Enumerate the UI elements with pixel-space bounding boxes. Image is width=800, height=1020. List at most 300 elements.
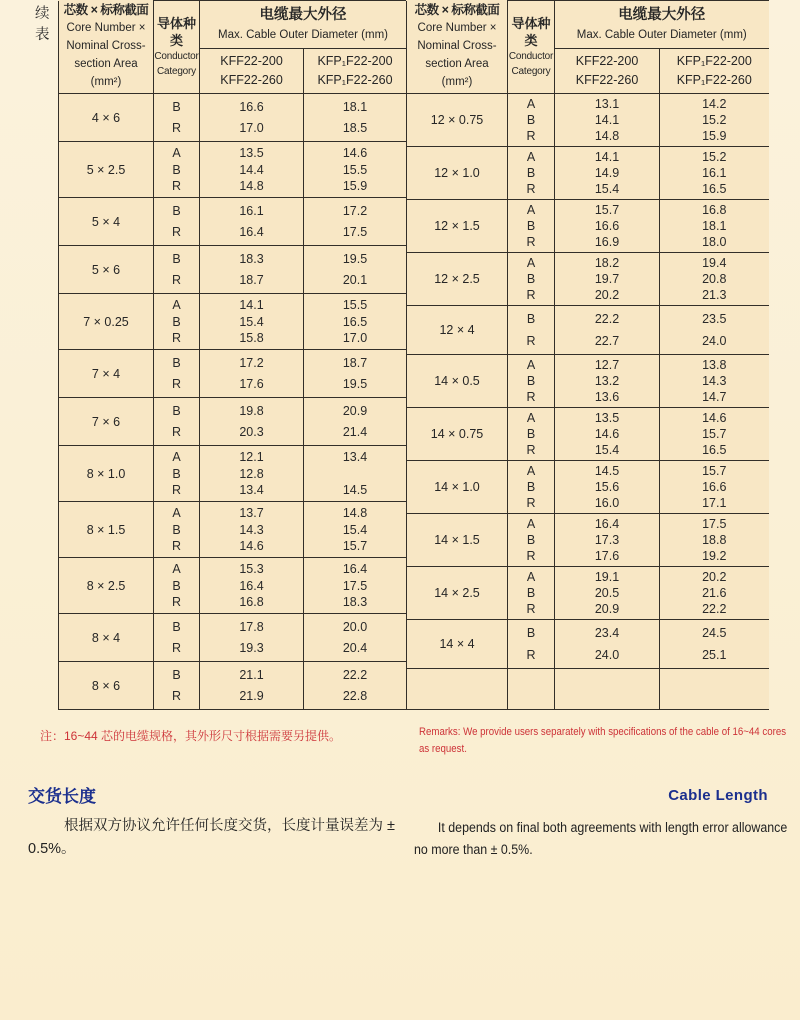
value-line: 18.1 [702, 219, 727, 233]
kfp-diameter-cell [304, 350, 407, 398]
value-line: 15.7 [594, 203, 620, 218]
value-line: R [526, 442, 536, 457]
value-stack [200, 617, 303, 659]
kff-diameter-cell [555, 461, 660, 514]
value-line: 22.2 [594, 312, 620, 327]
value-line: A [172, 297, 181, 312]
value-line: 16.4 [239, 578, 264, 593]
header-row [59, 1, 407, 49]
header-conductor-category [508, 1, 555, 94]
value-line: R [171, 641, 182, 655]
value-line: 14.7 [702, 389, 727, 404]
value-line: A [526, 570, 536, 585]
value-stack [304, 449, 406, 499]
kff-diameter-cell [555, 620, 660, 669]
spec-cell: 5 × 4 [59, 198, 154, 246]
value-line: R [526, 647, 536, 662]
header-line: (mm²) [90, 75, 122, 88]
spec-cell: 8 × 1.0 [59, 446, 154, 502]
value-line: 19.1 [594, 570, 620, 585]
table-row [59, 198, 407, 246]
value-line: 14.2 [702, 97, 727, 112]
value-line: R [526, 287, 536, 302]
value-line: 15.4 [594, 442, 620, 457]
table-row [59, 502, 407, 558]
table-row [407, 514, 769, 567]
value-line: 22.8 [342, 689, 368, 703]
value-line: B [526, 374, 536, 388]
value-stack [154, 249, 199, 291]
value-stack [508, 256, 554, 303]
value-line: 17.8 [239, 620, 264, 634]
value-line: A [526, 203, 536, 218]
kfp-diameter-cell [660, 200, 769, 253]
value-line: 12.1 [239, 449, 264, 464]
value-line: 21.6 [702, 586, 727, 600]
kfp-diameter-cell [304, 502, 407, 558]
category-cell [508, 253, 555, 306]
value-stack [304, 665, 406, 707]
spec-cell: 4 × 6 [59, 94, 154, 142]
value-line: A [172, 145, 181, 160]
note-chinese: 注：16~44 芯的电缆规格，其外形尺寸根据需要另提供。 [40, 729, 342, 743]
value-stack [508, 411, 554, 458]
value-line: A [526, 97, 536, 112]
value-line: B [172, 314, 181, 329]
value-stack [200, 201, 303, 243]
category-cell [508, 514, 555, 567]
value-line: 17.3 [594, 533, 620, 547]
value-line: 19.5 [342, 377, 368, 391]
value-line: B [172, 252, 181, 266]
value-line: 14.5 [342, 483, 368, 498]
value-line: R [526, 601, 536, 616]
kff-diameter-cell [555, 355, 660, 408]
value-stack [154, 201, 199, 243]
paragraph-english-line: no more than ± 0.5%. [414, 842, 533, 857]
value-stack [555, 411, 659, 458]
table-header [59, 1, 407, 94]
value-line: 20.0 [342, 620, 368, 634]
kfp-diameter-cell [660, 461, 769, 514]
header-line: Category [511, 66, 551, 77]
category-cell [154, 350, 200, 398]
category-cell [154, 662, 200, 710]
value-stack [508, 97, 554, 144]
value-line: 14.6 [594, 427, 620, 441]
value-stack [555, 203, 659, 250]
value-line: 19.2 [702, 548, 727, 563]
value-line: B [526, 219, 536, 233]
value-line: 14.8 [594, 128, 620, 143]
value-stack [304, 97, 406, 139]
kff-diameter-cell [200, 502, 304, 558]
kff-diameter-cell [200, 94, 304, 142]
cable-diameter-table-right [406, 0, 769, 710]
value-line: 15.9 [702, 128, 727, 143]
value-stack [555, 517, 659, 564]
value-line: 16.9 [594, 234, 620, 249]
value-line: 22.2 [342, 668, 368, 682]
category-cell [154, 142, 200, 198]
category-cell [508, 567, 555, 620]
value-line: 15.4 [239, 314, 264, 329]
header-line: 芯数 × 标称截面 [414, 2, 500, 17]
table-body [59, 94, 407, 710]
value-stack [508, 672, 554, 707]
value-stack [154, 353, 199, 395]
value-line: 14.1 [239, 297, 264, 312]
kfp-diameter-cell [660, 306, 769, 355]
value-line: 18.1 [342, 100, 368, 114]
value-line: 15.3 [239, 561, 264, 576]
category-cell [508, 461, 555, 514]
kff-diameter-cell [555, 567, 660, 620]
value-line: R [171, 483, 182, 498]
value-line: B [172, 578, 181, 593]
value-stack [555, 97, 659, 144]
table-row [407, 461, 769, 514]
kff-diameter-cell [555, 253, 660, 306]
section-title-chinese: 交货长度 [28, 787, 96, 806]
value-line: 16.5 [342, 314, 368, 329]
value-line: 18.7 [239, 273, 264, 287]
table-row [59, 294, 407, 350]
header-core-number-area [59, 1, 154, 94]
spec-cell: 5 × 6 [59, 246, 154, 294]
table-row [407, 669, 769, 710]
section-title-english: Cable Length [668, 787, 768, 804]
kff-diameter-cell [200, 246, 304, 294]
value-line: R [171, 121, 182, 135]
continued-table-label: 续表 [35, 6, 50, 43]
spec-cell: 12 × 4 [407, 306, 508, 355]
value-line: B [172, 204, 181, 218]
value-line: B [172, 356, 181, 370]
note-english [419, 724, 786, 758]
value-line: B [172, 404, 181, 418]
value-line: 16.4 [342, 561, 368, 576]
spec-cell: 14 × 1.0 [407, 461, 508, 514]
value-stack [154, 97, 199, 139]
spec-cell: 14 × 0.75 [407, 408, 508, 461]
header-core-number-area [407, 1, 508, 94]
value-stack [304, 249, 406, 291]
spec-cell: 7 × 0.25 [59, 294, 154, 350]
value-line: B [526, 113, 536, 127]
spec-cell: 7 × 6 [59, 398, 154, 446]
value-stack [555, 623, 659, 666]
kff-diameter-cell [200, 294, 304, 350]
header-line: Conductor [508, 51, 554, 62]
table-row [59, 350, 407, 398]
value-line: 13.5 [239, 145, 264, 160]
table-row [59, 142, 407, 198]
value-line: R [526, 333, 536, 348]
value-line: 14.3 [702, 374, 727, 388]
spec-cell: 8 × 6 [59, 662, 154, 710]
value-line: B [526, 586, 536, 600]
header-line: KFF22-260 [575, 73, 639, 87]
header-line: KFF22-260 [220, 73, 283, 87]
value-line: 24.0 [594, 647, 620, 662]
kfp-diameter-cell [660, 620, 769, 669]
header-line: (mm²) [441, 75, 473, 88]
category-cell [508, 147, 555, 200]
value-line: 17.6 [239, 377, 264, 391]
value-line: 15.4 [342, 522, 368, 537]
value-line: R [171, 273, 182, 287]
category-cell [508, 408, 555, 461]
value-line: 19.8 [239, 404, 264, 418]
value-stack [154, 561, 199, 611]
value-line: 20.4 [342, 641, 368, 655]
value-stack [304, 505, 406, 555]
value-stack [555, 672, 659, 707]
value-line [304, 465, 406, 482]
value-stack [555, 358, 659, 405]
value-line: B [526, 166, 536, 180]
value-line: 20.9 [342, 404, 368, 418]
value-stack [508, 570, 554, 617]
kff-diameter-cell [555, 94, 660, 147]
header-max-cable-outer-diameter [200, 1, 407, 49]
table-row [59, 446, 407, 502]
kff-diameter-cell [555, 514, 660, 567]
value-line: 22.2 [702, 601, 727, 616]
value-line: 20.5 [594, 586, 620, 600]
value-line: R [526, 128, 536, 143]
value-line: R [526, 389, 536, 404]
spec-cell: 8 × 2.5 [59, 558, 154, 614]
kff-diameter-cell [200, 142, 304, 198]
value-stack [200, 449, 303, 499]
value-stack [154, 145, 199, 195]
kff-diameter-cell [555, 147, 660, 200]
header-line: Core Number × [417, 21, 497, 34]
value-stack [555, 309, 659, 352]
header-line: Nominal Cross- [417, 39, 497, 52]
category-cell [154, 614, 200, 662]
value-line: 14.4 [239, 162, 264, 177]
value-stack [200, 353, 303, 395]
kfp-diameter-cell [304, 614, 407, 662]
value-stack [660, 203, 769, 250]
paragraph-english [414, 817, 787, 861]
category-cell [154, 558, 200, 614]
value-line: B [526, 626, 536, 641]
value-stack [200, 561, 303, 611]
value-line: 13.4 [342, 449, 368, 464]
value-line: 17.2 [342, 204, 368, 218]
value-stack [660, 411, 769, 458]
header-line: Conductor [154, 51, 199, 62]
value-stack [508, 309, 554, 352]
value-line: 20.2 [702, 570, 727, 585]
value-stack [154, 617, 199, 659]
header-line: section Area [74, 57, 138, 70]
value-line: 20.1 [342, 273, 368, 287]
value-stack [304, 353, 406, 395]
value-stack [660, 97, 769, 144]
value-line: R [171, 539, 182, 554]
value-line: 15.2 [702, 150, 727, 165]
value-line: 16.8 [702, 203, 727, 218]
value-stack [555, 150, 659, 197]
header-line: 导体种 [511, 16, 551, 31]
value-stack [304, 145, 406, 195]
value-line: 20.3 [239, 425, 264, 439]
value-line: 13.5 [594, 411, 620, 426]
value-line: 18.3 [342, 595, 368, 610]
value-line: B [172, 668, 181, 682]
value-stack [660, 570, 769, 617]
kff-diameter-cell [200, 198, 304, 246]
value-stack [555, 464, 659, 511]
table-row [407, 94, 769, 147]
kff-diameter-cell [200, 614, 304, 662]
category-cell [154, 198, 200, 246]
value-line: 12.8 [239, 466, 264, 481]
header-line: section Area [425, 57, 489, 70]
value-line: 13.8 [702, 358, 727, 373]
value-line: B [172, 466, 181, 481]
kfp-diameter-cell [660, 408, 769, 461]
value-line: 14.8 [239, 179, 264, 194]
kfp-diameter-cell [304, 446, 407, 502]
kff-diameter-cell [200, 662, 304, 710]
value-line: 16.4 [594, 517, 620, 532]
value-line: 18.8 [702, 533, 727, 547]
kff-diameter-cell [555, 669, 660, 710]
kfp-diameter-cell [304, 94, 407, 142]
value-line: 14.1 [594, 150, 620, 165]
value-stack [200, 297, 303, 347]
kfp-diameter-cell [304, 198, 407, 246]
value-line: 14.5 [594, 464, 620, 479]
category-cell [154, 294, 200, 350]
paragraph-chinese-line: 根据双方协议允许任何长度交货，长度计量误差为 ± [64, 818, 395, 834]
value-line: R [171, 377, 182, 391]
value-line: 16.5 [702, 181, 727, 196]
kfp-diameter-cell [304, 294, 407, 350]
value-line: 21.9 [239, 689, 264, 703]
value-line: 21.1 [239, 668, 264, 682]
value-stack [660, 464, 769, 511]
header-max-cable-outer-diameter [555, 1, 769, 49]
value-line: 16.0 [594, 495, 620, 510]
value-stack [200, 401, 303, 443]
value-line: 23.5 [702, 312, 727, 327]
value-line: B [526, 480, 536, 494]
value-line: 21.3 [702, 287, 727, 302]
kff-diameter-cell [555, 200, 660, 253]
spec-cell: 12 × 1.5 [407, 200, 508, 253]
value-line: B [526, 312, 536, 327]
value-line: B [172, 162, 181, 177]
value-line: 19.5 [342, 252, 368, 266]
category-cell [154, 398, 200, 446]
value-line: 25.1 [702, 647, 727, 662]
category-cell [154, 94, 200, 142]
value-stack [555, 570, 659, 617]
kfp-diameter-cell [304, 398, 407, 446]
value-line: 13.7 [239, 505, 264, 520]
header-line: Max. Cable Outer Diameter (mm) [218, 29, 388, 41]
value-line: 20.9 [594, 601, 620, 616]
value-line: 17.0 [342, 331, 368, 346]
header-line: KFF22-200 [575, 54, 639, 68]
kfp-diameter-cell [660, 567, 769, 620]
header-line: Max. Cable Outer Diameter (mm) [576, 29, 747, 41]
value-line: 15.7 [702, 464, 727, 479]
header-line: 电缆最大外径 [259, 7, 347, 23]
table-row [407, 253, 769, 306]
value-line: 16.8 [239, 595, 264, 610]
value-line: A [526, 358, 536, 373]
value-line: A [526, 517, 536, 532]
header-line: KFP₁F22-260 [676, 73, 752, 87]
table-row [407, 408, 769, 461]
header-conductor-category [154, 1, 200, 94]
value-stack [154, 297, 199, 347]
value-stack [154, 401, 199, 443]
category-cell [508, 200, 555, 253]
value-line: R [526, 548, 536, 563]
category-cell [508, 669, 555, 710]
table-row [407, 147, 769, 200]
value-line: 15.7 [342, 539, 368, 554]
value-line: B [526, 533, 536, 547]
value-line: 20.8 [702, 272, 727, 286]
kff-diameter-cell [200, 398, 304, 446]
value-line: 14.1 [594, 113, 620, 127]
paragraph-chinese-line: 0.5%。 [28, 841, 76, 857]
spec-cell: 14 × 0.5 [407, 355, 508, 408]
value-line: 16.1 [239, 204, 264, 218]
kff-diameter-cell [200, 350, 304, 398]
value-stack [508, 464, 554, 511]
value-line: 18.0 [702, 234, 727, 249]
value-line: R [526, 234, 536, 249]
kfp-diameter-cell [304, 558, 407, 614]
header-line: KFP₁F22-200 [317, 54, 393, 68]
spec-cell: 12 × 0.75 [407, 94, 508, 147]
spec-cell: 8 × 4 [59, 614, 154, 662]
value-line: 22.7 [594, 333, 620, 348]
value-line: 15.7 [702, 427, 727, 441]
value-line: R [526, 495, 536, 510]
value-line: 21.4 [342, 425, 368, 439]
header-line: Nominal Cross- [66, 39, 146, 52]
kfp-diameter-cell [660, 514, 769, 567]
value-line: 18.2 [594, 256, 620, 271]
value-line: 17.2 [239, 356, 264, 370]
paragraph-english-line: It depends on final both agreements with length error allowance [437, 820, 788, 835]
value-line: 15.6 [594, 480, 620, 494]
header-line: 类 [169, 33, 183, 48]
value-line: B [172, 620, 181, 634]
value-line: 16.5 [702, 442, 727, 457]
value-stack [154, 665, 199, 707]
value-line: 19.7 [594, 272, 620, 286]
header-line: KFP₁F22-200 [676, 54, 752, 68]
spec-cell [407, 669, 508, 710]
value-stack [200, 665, 303, 707]
header-kfp-models [304, 49, 407, 94]
kff-diameter-cell [200, 446, 304, 502]
table-row [407, 200, 769, 253]
